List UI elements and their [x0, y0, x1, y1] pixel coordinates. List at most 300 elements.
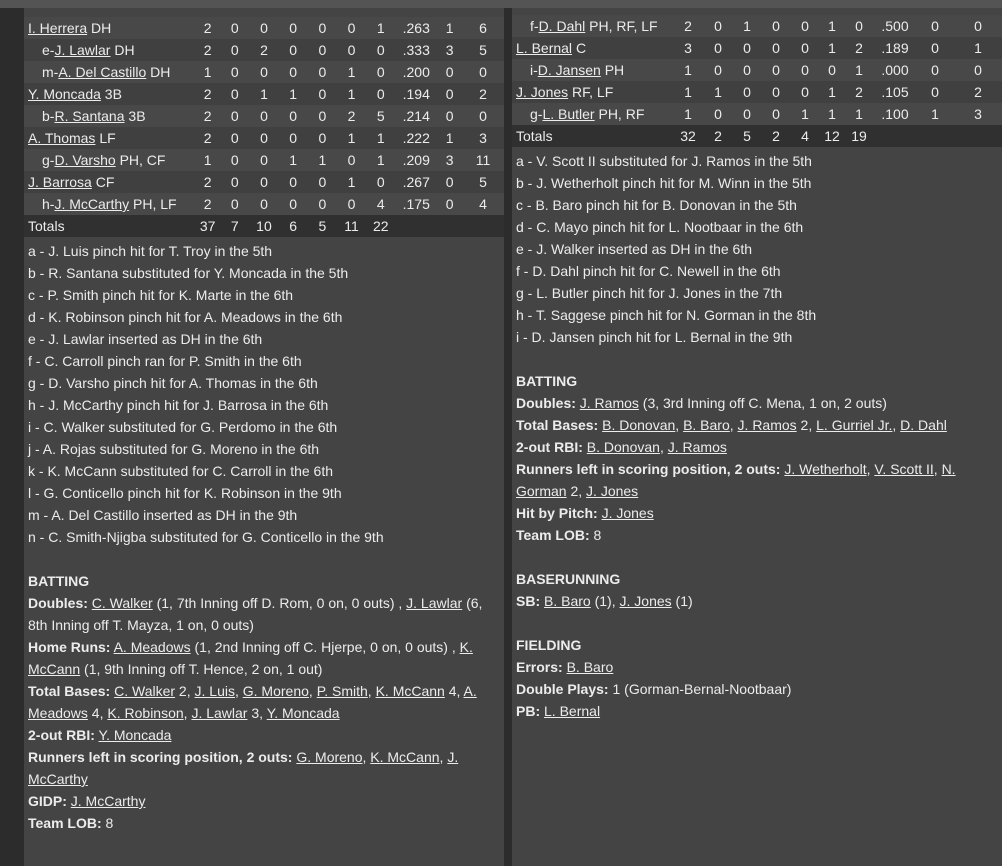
totals-stat-cell: 7 [220, 215, 249, 237]
errors-line [516, 656, 988, 678]
player-link[interactable]: L. Butler [542, 106, 595, 122]
player-link[interactable]: R. Santana [54, 108, 125, 124]
totals-row [24, 215, 504, 237]
stat-cell: 1 [820, 15, 844, 37]
player-link[interactable]: J. McCarthy [28, 749, 459, 787]
stat-cell: 3 [437, 39, 462, 61]
away-box-score-panel [24, 8, 504, 866]
totals-stat-cell: 22 [366, 215, 395, 237]
stat-cell: 1 [308, 149, 337, 171]
doubles-label: Doubles: [28, 595, 88, 611]
substitution-note: d - C. Mayo pinch hit for L. Nootbaar in the 6th [516, 219, 804, 235]
substitution-note: e - J. Lawlar inserted as DH in the 6th [28, 331, 263, 347]
stat-cell: 0 [220, 127, 249, 149]
gidp-line [28, 790, 490, 812]
stat-cell: 0 [762, 103, 790, 125]
stat-cell: 0 [308, 105, 337, 127]
player-link[interactable]: P. Smith [316, 683, 368, 699]
stat-cell: 0 [916, 81, 954, 103]
stat-cell: 4 [366, 193, 395, 215]
stat-cell: 1 [437, 127, 462, 149]
stat-cell: 0 [762, 59, 790, 81]
player-link[interactable]: B. Baro [544, 593, 591, 609]
stat-cell: 0 [220, 83, 249, 105]
sub-prefix: f- [530, 18, 539, 34]
substitution-note: b - J. Wetherholt pinch hit for M. Winn in the 5th [516, 175, 812, 191]
batting-section [24, 570, 504, 834]
stat-cell: 0 [249, 127, 278, 149]
totals-row [512, 125, 1002, 147]
risp-line: Runners left in scoring position, 2 outs: G. Moreno, K. McCann, J. McCarthy [28, 749, 459, 787]
stat-cell: 0 [279, 61, 308, 83]
sb-line: SB: B. Baro (1), J. Jones (1) [516, 593, 693, 609]
stat-cell: 2 [462, 83, 504, 105]
batter-cell [24, 193, 195, 215]
batter-row [512, 37, 1002, 59]
stat-cell: 0 [762, 15, 790, 37]
batter-cell [24, 105, 195, 127]
stat-cell: 0 [366, 171, 395, 193]
totals-stat-cell: 5 [732, 125, 762, 147]
team-lob-line [516, 524, 988, 546]
stat-cell: 3 [437, 149, 462, 171]
batter-row [24, 61, 504, 83]
batter-cell [24, 127, 195, 149]
stat-cell: 11 [462, 149, 504, 171]
stat-cell: 2 [195, 83, 220, 105]
stat-cell: 0 [249, 61, 278, 83]
stat-cell: .194 [395, 83, 437, 105]
batter-cell [512, 59, 672, 81]
totals-stat-cell: 2 [704, 125, 732, 147]
stat-cell: 1 [437, 17, 462, 39]
batter-row [24, 127, 504, 149]
stat-cell: 2 [195, 17, 220, 39]
position: RF, LF [572, 84, 614, 100]
batter-row [24, 105, 504, 127]
batter-row [24, 193, 504, 215]
stat-cell: 0 [308, 61, 337, 83]
player-link[interactable]: K. McCann [28, 639, 473, 677]
player-link[interactable]: J. Lawlar [191, 705, 248, 721]
position: DH [91, 20, 112, 36]
player-link[interactable]: J. McCarthy [54, 196, 130, 212]
stat-cell: 1 [337, 61, 366, 83]
player-link[interactable]: K. McCann [370, 749, 440, 765]
batter-cell [512, 37, 672, 59]
stat-cell: 1 [954, 37, 1002, 59]
position: 3B [104, 86, 122, 102]
stat-cell: 0 [790, 81, 820, 103]
stat-cell: .105 [874, 81, 916, 103]
stat-cell: 0 [220, 61, 249, 83]
stat-cell: .189 [874, 37, 916, 59]
position: 3B [128, 108, 146, 124]
substitution-notes [24, 240, 504, 548]
two-out-rbi-label: 2-out RBI: [28, 727, 95, 743]
pb-line [516, 700, 988, 722]
stat-cell: 0 [337, 17, 366, 39]
totals-stat-cell: 4 [790, 125, 820, 147]
batting-section [512, 370, 1002, 722]
stat-cell: 0 [762, 37, 790, 59]
stat-cell: 4 [462, 193, 504, 215]
batter-cell [512, 103, 672, 125]
totals-stat-cell: 19 [844, 125, 874, 147]
substitution-note: a - J. Luis pinch hit for T. Troy in the 5th [28, 243, 273, 259]
stat-cell: 1 [366, 17, 395, 39]
substitution-note: j - A. Rojas substituted for G. Moreno in the 6th [28, 441, 320, 457]
player-link[interactable]: N. Gorman [516, 461, 956, 499]
baserunning-title: BASERUNNING [516, 571, 621, 587]
substitution-note: e - J. Walker inserted as DH in the 6th [516, 241, 753, 257]
stat-cell: 0 [437, 171, 462, 193]
team-lob-label: Team LOB: [28, 815, 102, 831]
total-bases-line: Total Bases: C. Walker 2, J. Luis, G. Moreno, P. Smith, K. McCann 4, A. Meadows 4, K. Robinson, J. Lawlar 3, Y. Moncada [28, 683, 477, 721]
stat-cell: .214 [395, 105, 437, 127]
batter-cell [24, 83, 195, 105]
substitution-note: i - C. Walker substituted for G. Perdomo in the 6th [28, 419, 338, 435]
doubles-line: Doubles: J. Ramos (3, 3rd Inning off C. Mena, 1 on, 2 outs) [516, 395, 887, 411]
stat-cell: 0 [308, 193, 337, 215]
stat-cell: 1 [337, 83, 366, 105]
totals-stat-cell: 11 [337, 215, 366, 237]
stat-cell: 1 [672, 103, 704, 125]
stat-cell: 2 [195, 127, 220, 149]
stat-cell: 0 [954, 59, 1002, 81]
substitution-note: f - C. Carroll pinch ran for P. Smith in the 6th [28, 353, 302, 369]
total-bases-line: Total Bases: B. Donovan, B. Baro, J. Ramos 2, L. Gurriel Jr., D. Dahl [516, 417, 947, 433]
player-link[interactable]: A. Meadows [28, 683, 477, 721]
fielding-title: FIELDING [516, 637, 582, 653]
stat-cell: .100 [874, 103, 916, 125]
substitution-note: n - C. Smith-Njigba substituted for G. Conticello in the 9th [28, 529, 384, 545]
totals-stat-cell: 10 [249, 215, 278, 237]
stat-cell: 2 [844, 37, 874, 59]
stat-cell: .267 [395, 171, 437, 193]
stat-cell: 0 [337, 39, 366, 61]
sub-prefix: h- [42, 196, 55, 212]
total-bases-label: Total Bases: [28, 683, 111, 699]
team-lob-line [28, 812, 490, 834]
player-link[interactable]: J. Ramos [667, 439, 727, 455]
stat-cell: 1 [704, 81, 732, 103]
player-link[interactable]: B. Donovan [586, 439, 660, 455]
stat-cell: 0 [308, 39, 337, 61]
batting-title: BATTING [28, 573, 90, 589]
double-plays-label: Double Plays: [516, 681, 609, 697]
totals-stat-cell [395, 215, 437, 237]
stat-cell: 0 [704, 103, 732, 125]
stat-cell: 1 [672, 81, 704, 103]
home-box-score-panel [512, 8, 1002, 866]
substitution-note: h - J. McCarthy pinch hit for J. Barrosa in the 6th [28, 397, 329, 413]
player-link[interactable]: J. Jones [601, 505, 654, 521]
batter-row [24, 171, 504, 193]
stat-cell: .263 [395, 17, 437, 39]
player-link[interactable]: J. Jones [619, 593, 672, 609]
position: DH [150, 64, 171, 80]
two-out-rbi-line: 2-out RBI: B. Donovan, J. Ramos [516, 439, 727, 455]
batter-row [24, 83, 504, 105]
stat-cell: 1 [195, 61, 220, 83]
batting-table [24, 17, 504, 237]
stat-cell: 0 [279, 193, 308, 215]
totals-stat-cell: 2 [762, 125, 790, 147]
batter-cell [512, 81, 672, 103]
stat-cell: 2 [954, 81, 1002, 103]
player-link[interactable]: J. Jones [516, 84, 569, 100]
totals-stat-cell: 37 [195, 215, 220, 237]
stat-cell: 0 [437, 61, 462, 83]
totals-stat-cell: 32 [672, 125, 704, 147]
player-link[interactable]: L. Bernal [516, 40, 573, 56]
player-link[interactable]: B. Baro [683, 417, 730, 433]
stat-cell: .000 [874, 59, 916, 81]
position: PH, CF [119, 152, 166, 168]
totals-stat-cell [874, 125, 916, 147]
player-link[interactable]: L. Gurriel Jr. [816, 417, 893, 433]
stat-cell: 0 [279, 171, 308, 193]
home-runs-label: Home Runs: [28, 639, 111, 655]
stat-cell: 0 [732, 37, 762, 59]
double-plays-value: 1 (Gorman-Bernal-Nootbaar) [612, 681, 792, 697]
stat-cell: 2 [672, 15, 704, 37]
stat-cell: 0 [790, 15, 820, 37]
stat-cell: 2 [195, 193, 220, 215]
substitution-note: k - K. McCann substituted for C. Carroll in the 6th [28, 463, 334, 479]
sub-prefix: b- [42, 108, 55, 124]
stat-cell: 0 [954, 15, 1002, 37]
stat-cell: 0 [732, 81, 762, 103]
position: PH, RF [598, 106, 645, 122]
player-link[interactable]: K. Robinson [107, 705, 184, 721]
batter-row [24, 39, 504, 61]
totals-stat-cell [462, 215, 504, 237]
player-link[interactable]: K. McCann [375, 683, 445, 699]
stat-cell: 0 [249, 105, 278, 127]
stat-cell: 0 [308, 171, 337, 193]
team-lob-label: Team LOB: [516, 527, 590, 543]
stat-cell: .500 [874, 15, 916, 37]
batter-row [24, 149, 504, 171]
player-link[interactable]: J. Jones [586, 483, 639, 499]
stat-cell: 1 [337, 127, 366, 149]
stat-cell: 0 [249, 17, 278, 39]
player-link[interactable]: V. Scott II [874, 461, 934, 477]
stat-cell: 1 [790, 103, 820, 125]
substitution-note: h - T. Saggese pinch hit for N. Gorman in the 8th [516, 307, 817, 323]
totals-label: Totals [512, 125, 672, 147]
player-link[interactable]: D. Dahl [900, 417, 947, 433]
substitution-notes [512, 150, 1002, 348]
sub-prefix: m- [42, 64, 59, 80]
total-bases-label: Total Bases: [516, 417, 599, 433]
batter-row [512, 15, 1002, 37]
stat-cell: 0 [437, 193, 462, 215]
position: PH, RF, LF [589, 18, 658, 34]
player-link[interactable]: J. Wetherholt [784, 461, 867, 477]
stat-cell: 0 [762, 81, 790, 103]
player-link[interactable]: J. McCarthy [70, 793, 146, 809]
stat-cell: 0 [220, 105, 249, 127]
player-link[interactable]: A. Meadows [113, 639, 191, 655]
stat-cell: 1 [337, 171, 366, 193]
stat-cell: 0 [366, 61, 395, 83]
player-link[interactable]: D. Varsho [54, 152, 116, 168]
totals-stat-cell [916, 125, 954, 147]
player-link[interactable]: J. Luis [194, 683, 235, 699]
doubles-label: Doubles: [516, 395, 576, 411]
substitution-note: f - D. Dahl pinch hit for C. Newell in the 6th [516, 263, 781, 279]
stat-cell: 1 [195, 149, 220, 171]
substitution-note: c - P. Smith pinch hit for K. Marte in the 6th [28, 287, 294, 303]
player-link[interactable]: Y. Moncada [98, 727, 172, 743]
top-bar [0, 0, 1002, 8]
stat-cell: 0 [308, 83, 337, 105]
stat-cell: 2 [249, 39, 278, 61]
risp-line: Runners left in scoring position, 2 outs: J. Wetherholt, V. Scott II, N. Gorman 2, J. Jones [516, 461, 956, 499]
stat-cell: 0 [437, 83, 462, 105]
stat-cell: 1 [820, 103, 844, 125]
stat-cell: 3 [954, 103, 1002, 125]
stat-cell: 0 [437, 105, 462, 127]
stat-cell: 0 [249, 171, 278, 193]
player-link[interactable]: Y. Moncada [266, 705, 340, 721]
batter-cell [24, 39, 195, 61]
stat-cell: 0 [844, 15, 874, 37]
position: PH [604, 62, 625, 78]
stat-cell: 1 [249, 83, 278, 105]
position: DH [114, 42, 135, 58]
batter-row [512, 103, 1002, 125]
stat-cell: 1 [820, 37, 844, 59]
stat-cell: 0 [462, 61, 504, 83]
sub-prefix: g- [42, 152, 55, 168]
batter-cell [24, 149, 195, 171]
stat-cell: 0 [916, 37, 954, 59]
stat-cell: 5 [462, 171, 504, 193]
player-link[interactable]: A. Del Castillo [58, 64, 147, 80]
player-link[interactable]: G. Moreno [296, 749, 363, 765]
stat-cell: 1 [672, 59, 704, 81]
batter-row [512, 81, 1002, 103]
player-link[interactable]: G. Moreno [242, 683, 309, 699]
stat-cell: 0 [916, 15, 954, 37]
stat-cell: .175 [395, 193, 437, 215]
sub-prefix: e- [42, 42, 55, 58]
player-link[interactable]: J. Lawlar [406, 595, 463, 611]
player-link[interactable]: B. Baro [566, 659, 614, 675]
stat-cell: 0 [220, 39, 249, 61]
stat-cell: 0 [337, 193, 366, 215]
player-link[interactable]: D. Jansen [537, 62, 601, 78]
batting-table [512, 15, 1002, 147]
stat-cell: 3 [462, 127, 504, 149]
substitution-note: b - R. Santana substituted for Y. Moncada in the 5th [28, 265, 349, 281]
sub-prefix: g- [530, 106, 543, 122]
batter-cell [24, 171, 195, 193]
player-link[interactable]: C. Walker [91, 595, 153, 611]
stat-cell: 0 [249, 193, 278, 215]
sub-prefix: i- [530, 62, 538, 78]
player-link[interactable]: J. Ramos [737, 417, 797, 433]
totals-stat-cell: 6 [279, 215, 308, 237]
stat-cell: 0 [916, 59, 954, 81]
stat-cell: .222 [395, 127, 437, 149]
substitution-note: a - V. Scott II substituted for J. Ramos in the 5th [516, 153, 812, 169]
stat-cell: .333 [395, 39, 437, 61]
batter-cell [512, 15, 672, 37]
player-link[interactable]: J. Ramos [579, 395, 639, 411]
player-link[interactable]: B. Donovan [602, 417, 676, 433]
double-plays-line [516, 678, 988, 700]
stat-cell: 1 [279, 149, 308, 171]
risp-label: Runners left in scoring position, 2 outs: [28, 749, 293, 765]
stat-cell: 0 [279, 17, 308, 39]
pb-label: PB: [516, 703, 541, 719]
substitution-note: m - A. Del Castillo inserted as DH in the 9th [28, 507, 298, 523]
stat-cell: 0 [462, 105, 504, 127]
stat-cell: .209 [395, 149, 437, 171]
player-link[interactable]: A. Thomas [28, 130, 96, 146]
team-lob-value: 8 [593, 527, 602, 543]
stat-cell: 0 [366, 83, 395, 105]
errors-label: Errors: [516, 659, 563, 675]
sb-label: SB: [516, 593, 541, 609]
stat-cell: 2 [844, 81, 874, 103]
stat-cell: 0 [704, 15, 732, 37]
gidp-label: GIDP: [28, 793, 67, 809]
player-link[interactable]: C. Walker [114, 683, 176, 699]
player-link[interactable]: I. Herrera [28, 20, 88, 36]
player-link[interactable]: Y. Moncada [28, 86, 101, 102]
stat-cell: 2 [337, 105, 366, 127]
totals-stat-cell [437, 215, 462, 237]
stat-cell: 0 [249, 149, 278, 171]
stat-cell: 0 [308, 127, 337, 149]
stat-cell: 0 [704, 59, 732, 81]
stat-cell: 1 [916, 103, 954, 125]
player-link[interactable]: J. Lawlar [54, 42, 111, 58]
totals-stat-cell: 12 [820, 125, 844, 147]
batting-title: BATTING [516, 373, 578, 389]
substitution-note: i - D. Jansen pinch hit for L. Bernal in the 9th [516, 329, 793, 345]
stat-cell: 1 [844, 59, 874, 81]
stat-cell: 0 [308, 17, 337, 39]
stat-cell: 0 [704, 37, 732, 59]
two-out-rbi-label: 2-out RBI: [516, 439, 583, 455]
player-link[interactable]: D. Dahl [538, 18, 586, 34]
stat-cell: 0 [820, 59, 844, 81]
stat-cell: 2 [195, 171, 220, 193]
totals-label: Totals [24, 215, 195, 237]
position: C [575, 40, 587, 56]
hbp-label: Hit by Pitch: [516, 505, 598, 521]
stat-cell: 0 [220, 17, 249, 39]
hbp-line [516, 502, 988, 524]
stat-cell: 0 [366, 39, 395, 61]
stat-cell: 0 [279, 39, 308, 61]
stat-cell: 0 [790, 59, 820, 81]
player-link[interactable]: L. Bernal [544, 703, 601, 719]
stat-cell: 6 [462, 17, 504, 39]
home-runs-line: Home Runs: A. Meadows (1, 2nd Inning off C. Hjerpe, 0 on, 0 outs) , K. McCann (1, 9th Inning off T. Hence, 2 on, 1 out) [28, 639, 473, 677]
batter-row [512, 59, 1002, 81]
batter-cell [24, 17, 195, 39]
player-link[interactable]: J. Barrosa [28, 174, 92, 190]
stat-cell: 0 [337, 149, 366, 171]
